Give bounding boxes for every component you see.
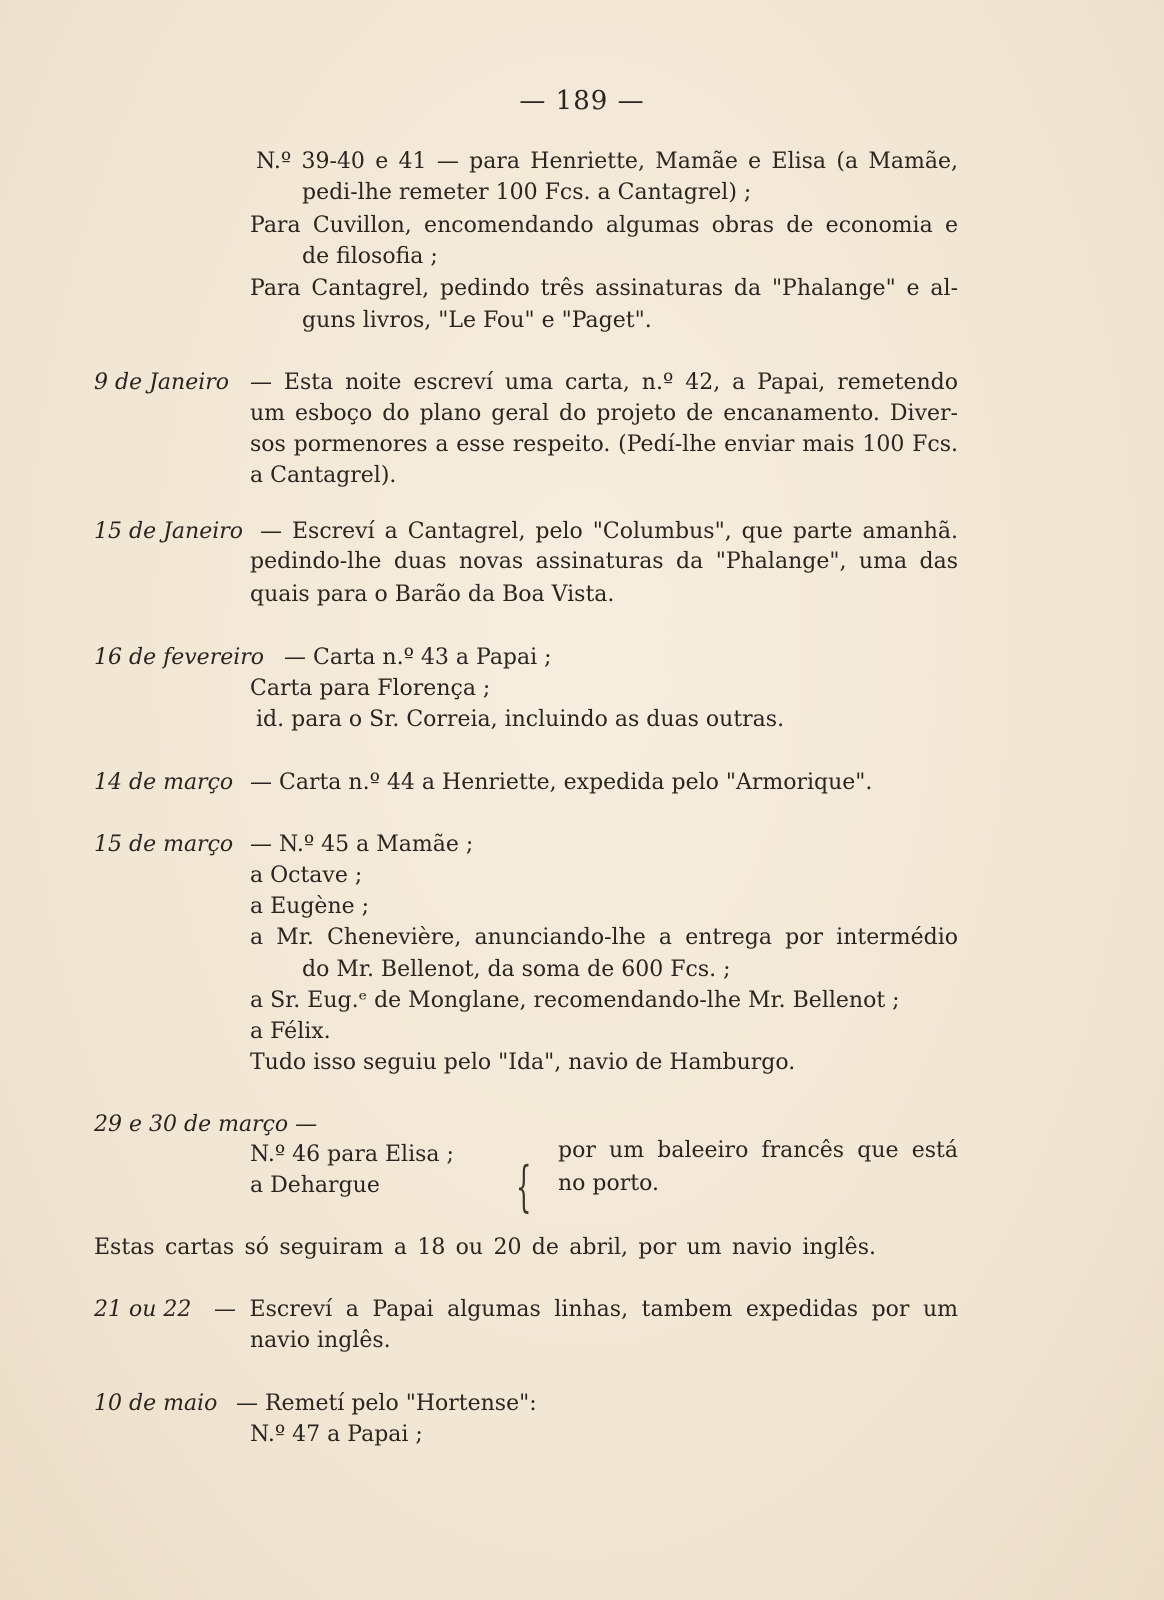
text-line: Para Cuvillon, encomendando algumas obras de economia e [250,213,958,238]
entry-date: 9 de Janeiro [94,370,230,395]
entry-date: 21 ou 22 [94,1297,192,1322]
text-line: sos pormenores a esse respeito. (Pedí-lhe enviar mais 100 Fcs. [250,432,958,457]
text-line: no porto. [558,1171,659,1196]
text-line: Para Cantagrel, pedindo três assinaturas da "Phalange" e al- [250,276,958,301]
text-line: — Esta noite escreví uma carta, n.º 42, a Papai, remetendo [250,370,958,395]
text-line: — Escreví a Papai algumas linhas, tambem expedidas por um [214,1297,958,1322]
text-line: — N.º 45 a Mamãe ; [250,832,474,857]
text-line: a Dehargue [250,1173,380,1198]
text-line: id. para o Sr. Correia, incluindo as duas outras. [256,707,785,732]
entry-date: 10 de maio [94,1391,218,1416]
entry-date: 16 de fevereiro [94,645,265,670]
text-line: N.º 46 para Elisa ; [250,1142,454,1167]
curly-brace: { [516,1155,532,1218]
entry-date: 15 de março [94,832,234,857]
text-line: de filosofia ; [302,244,438,269]
text-line: N.º 47 a Papai ; [250,1422,423,1447]
text-line: Carta para Florença ; [250,676,491,701]
text-line: a Cantagrel). [250,463,397,488]
entry-date: 14 de março [94,770,234,795]
text-line: — Carta n.º 44 a Henriette, expedida pelo "Armorique". [250,770,873,795]
text-line: por um baleeiro francês que está [558,1138,958,1163]
text-line: a Octave ; [250,863,363,888]
text-line: — Carta n.º 43 a Papai ; [284,645,552,670]
text-line: — Escreví a Cantagrel, pelo "Columbus", que parte amanhã. [260,519,958,544]
text-line: a Eugène ; [250,894,370,919]
text-line: Tudo isso seguiu pelo "Ida", navio de Hamburgo. [250,1050,796,1075]
text-line: N.º 39-40 e 41 — para Henriette, Mamãe e Elisa (a Mamãe, [256,149,958,174]
text-line: a Félix. [250,1019,331,1044]
text-line: a Sr. Eug.ᵉ de Monglane, recomendando-lhe Mr. Bellenot ; [250,988,900,1013]
text-line: — Remetí pelo "Hortense": [236,1391,537,1416]
page-number: — 189 — [519,86,645,116]
entry-date: 15 de Janeiro [94,519,244,544]
text-line: Estas cartas só seguiram a 18 ou 20 de abril, por um navio inglês. [94,1235,876,1260]
text-line: pedi-lhe remeter 100 Fcs. a Cantagrel) ; [302,180,752,205]
text-line: navio inglês. [250,1328,391,1353]
text-line: quais para o Barão da Boa Vista. [250,582,615,607]
text-line: a Mr. Chenevière, anunciando-lhe a entrega por intermédio [250,925,958,950]
entry-date: 29 e 30 de março — [94,1112,318,1137]
text-line: guns livros, "Le Fou" e "Paget". [302,308,652,333]
text-line: do Mr. Bellenot, da soma de 600 Fcs. ; [302,957,731,982]
text-line: pedindo-lhe duas novas assinaturas da "Phalange", uma das [250,549,958,574]
text-line: um esboço do plano geral do projeto de encanamento. Diver- [250,401,958,426]
